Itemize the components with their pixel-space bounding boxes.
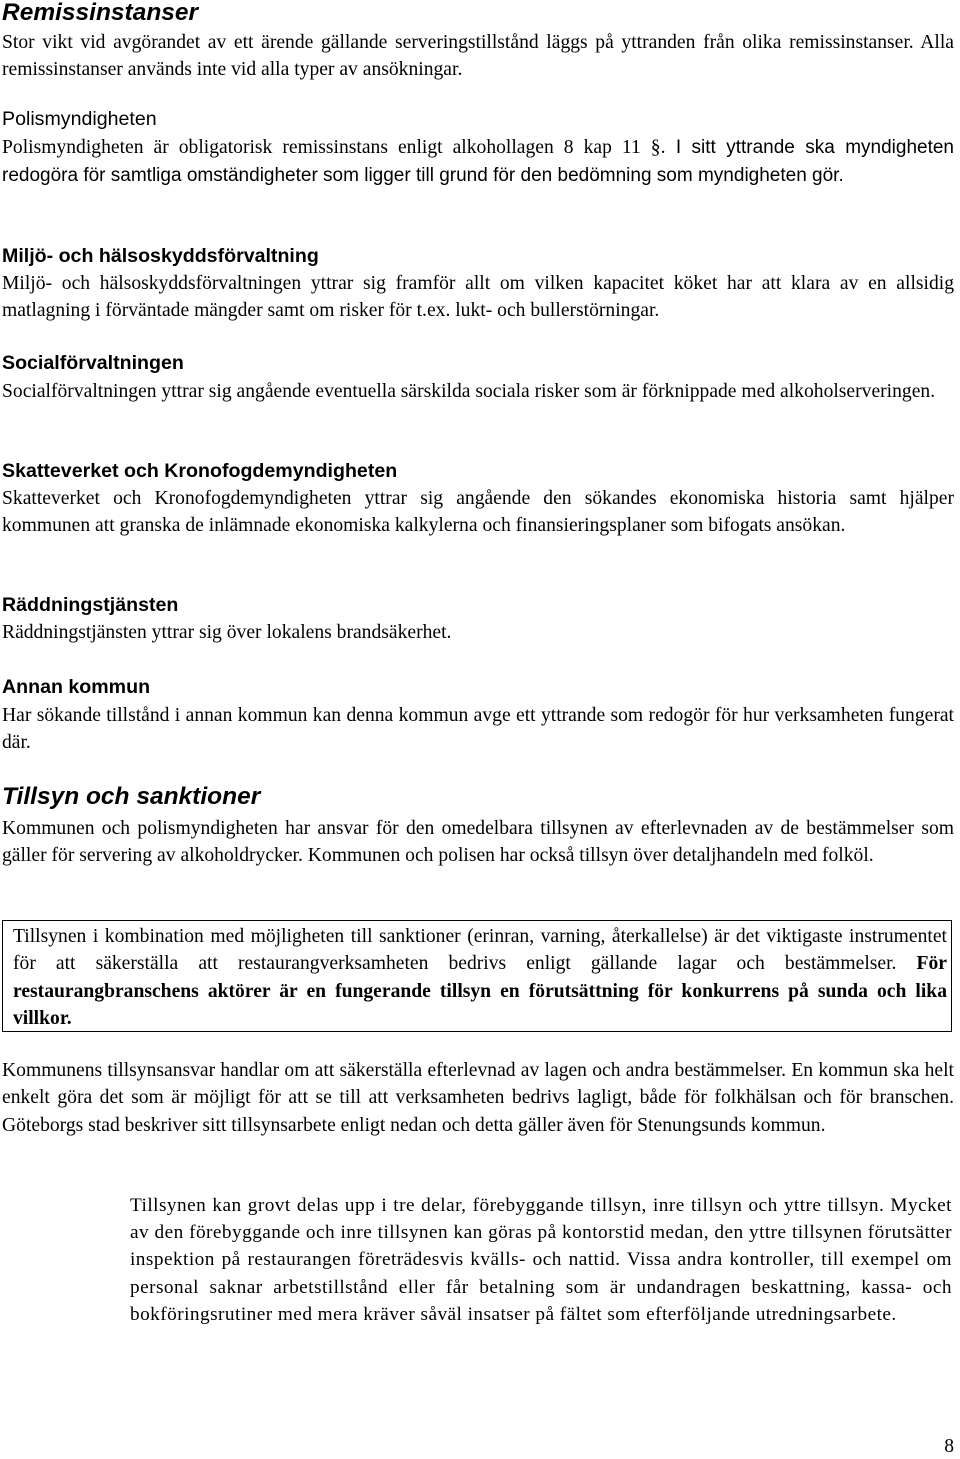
raddning-body: Räddningstjänsten yttrar sig över lokalens brandsäkerhet. [2,622,452,643]
tillsyn-intro: Kommunen och polismyndigheten har ansvar för den omedelbara tillsynen av efterlevnaden av de bestämmelser som gäller för servering av alkoholdrycker. Kommunen och polisen har också tillsyn över detaljhandeln med folköl. [2,818,954,867]
heading-socialforvaltningen: Socialförvaltningen [2,352,184,374]
annan-body: Har sökande tillstånd i annan kommun kan denna kommun avge ett yttrande som redogör för hur verksamheten fungerat där. [2,705,954,754]
highlight-box-bold: För restaurangbranschens aktörer är en fungerande tillsyn en förutsättning för konkurrens på sunda och lika villkor. [13,953,947,1030]
polis-body [2,134,954,189]
remiss-intro: Stor vikt vid avgörandet av ett ärende gällande serveringstillstånd läggs på yttranden från olika remissinstanser. Alla remissinstanser används inte vid alla typer av ansökningar. [2,32,954,81]
miljo-body: Miljö- och hälsoskyddsförvaltningen yttrar sig framför allt om vilken kapacitet köket har att klara av en allsidig matlagning i förväntade mängder samt om risker för t.ex. lukt- och bullerstörningar. [2,273,954,322]
highlight-box-text [13,923,947,1033]
section-title-tillsyn: Tillsyn och sanktioner [2,783,261,810]
page-number: 8 [944,1436,954,1457]
highlight-box-normal: Tillsynen i kombination med möjligheten till sanktioner (erinran, varning, återkallelse) är det viktigaste instrumentet för att säkerställa att restaurangverksamheten bedrivs enligt gällande lagar och bestämmelser. [13,926,947,975]
polis-body-sans: I sitt yttrande ska myndigheten redogöra för samtliga omständigheter som ligger till grund för den bedömning som myndigheten gör. [2,137,955,186]
skatt-body: Skatteverket och Kronofogdemyndigheten yttrar sig angående den sökandes ekonomiska historia samt hjälper kommunen att granska de inlämnade ekonomiska kalkylerna och finansieringsplaner som bifogats ansökan. [2,488,954,537]
highlight-box [2,920,952,1032]
heading-raddningstjansten: Räddningstjänsten [2,594,179,616]
social-body: Socialförvaltningen yttrar sig angående eventuella särskilda sociala risker som är förknippade med alkoholserveringen. [2,381,936,402]
heading-skatteverket: Skatteverket och Kronofogdemyndigheten [2,460,398,482]
polis-body-serif: Polismyndigheten är obligatorisk remissinstans enligt alkohollagen 8 kap 11 §. [2,137,666,158]
heading-polismyndigheten: Polismyndigheten [2,108,157,130]
heading-annan-kommun: Annan kommun [2,676,151,698]
section-title-remissinstanser: Remissinstanser [2,0,199,26]
heading-miljo: Miljö- och hälsoskyddsförvaltning [2,245,319,267]
goteborg-quote: Tillsynen kan grovt delas upp i tre delar, förebyggande tillsyn, inre tillsyn och yttre tillsyn. Mycket av den förebyggande och inre tillsynen kan göras på kontorstid medan, den yttre tillsynen förutsätter inspektion på restaurangen företrädesvis kvälls- och nattid. Vissa andra kontroller, till exempel om personal saknar arbetstillstånd eller får betalning som är undandragen beskattning, kassa- och bokföringsrutiner med mera kräver såväl insatser på fältet som efterföljande utredningsarbete. [130,1195,952,1325]
tillsyn-para: Kommunens tillsynsansvar handlar om att säkerställa efterlevnad av lagen och andra bestämmelser. En kommun ska helt enkelt göra det som är möjligt för att se till att verksamheten bedrivs lagligt, både för folkhälsan och för branschen. Göteborgs stad beskriver sitt tillsynsarbete enligt nedan och detta gäller även för Stenungsunds kommun. [2,1060,954,1136]
